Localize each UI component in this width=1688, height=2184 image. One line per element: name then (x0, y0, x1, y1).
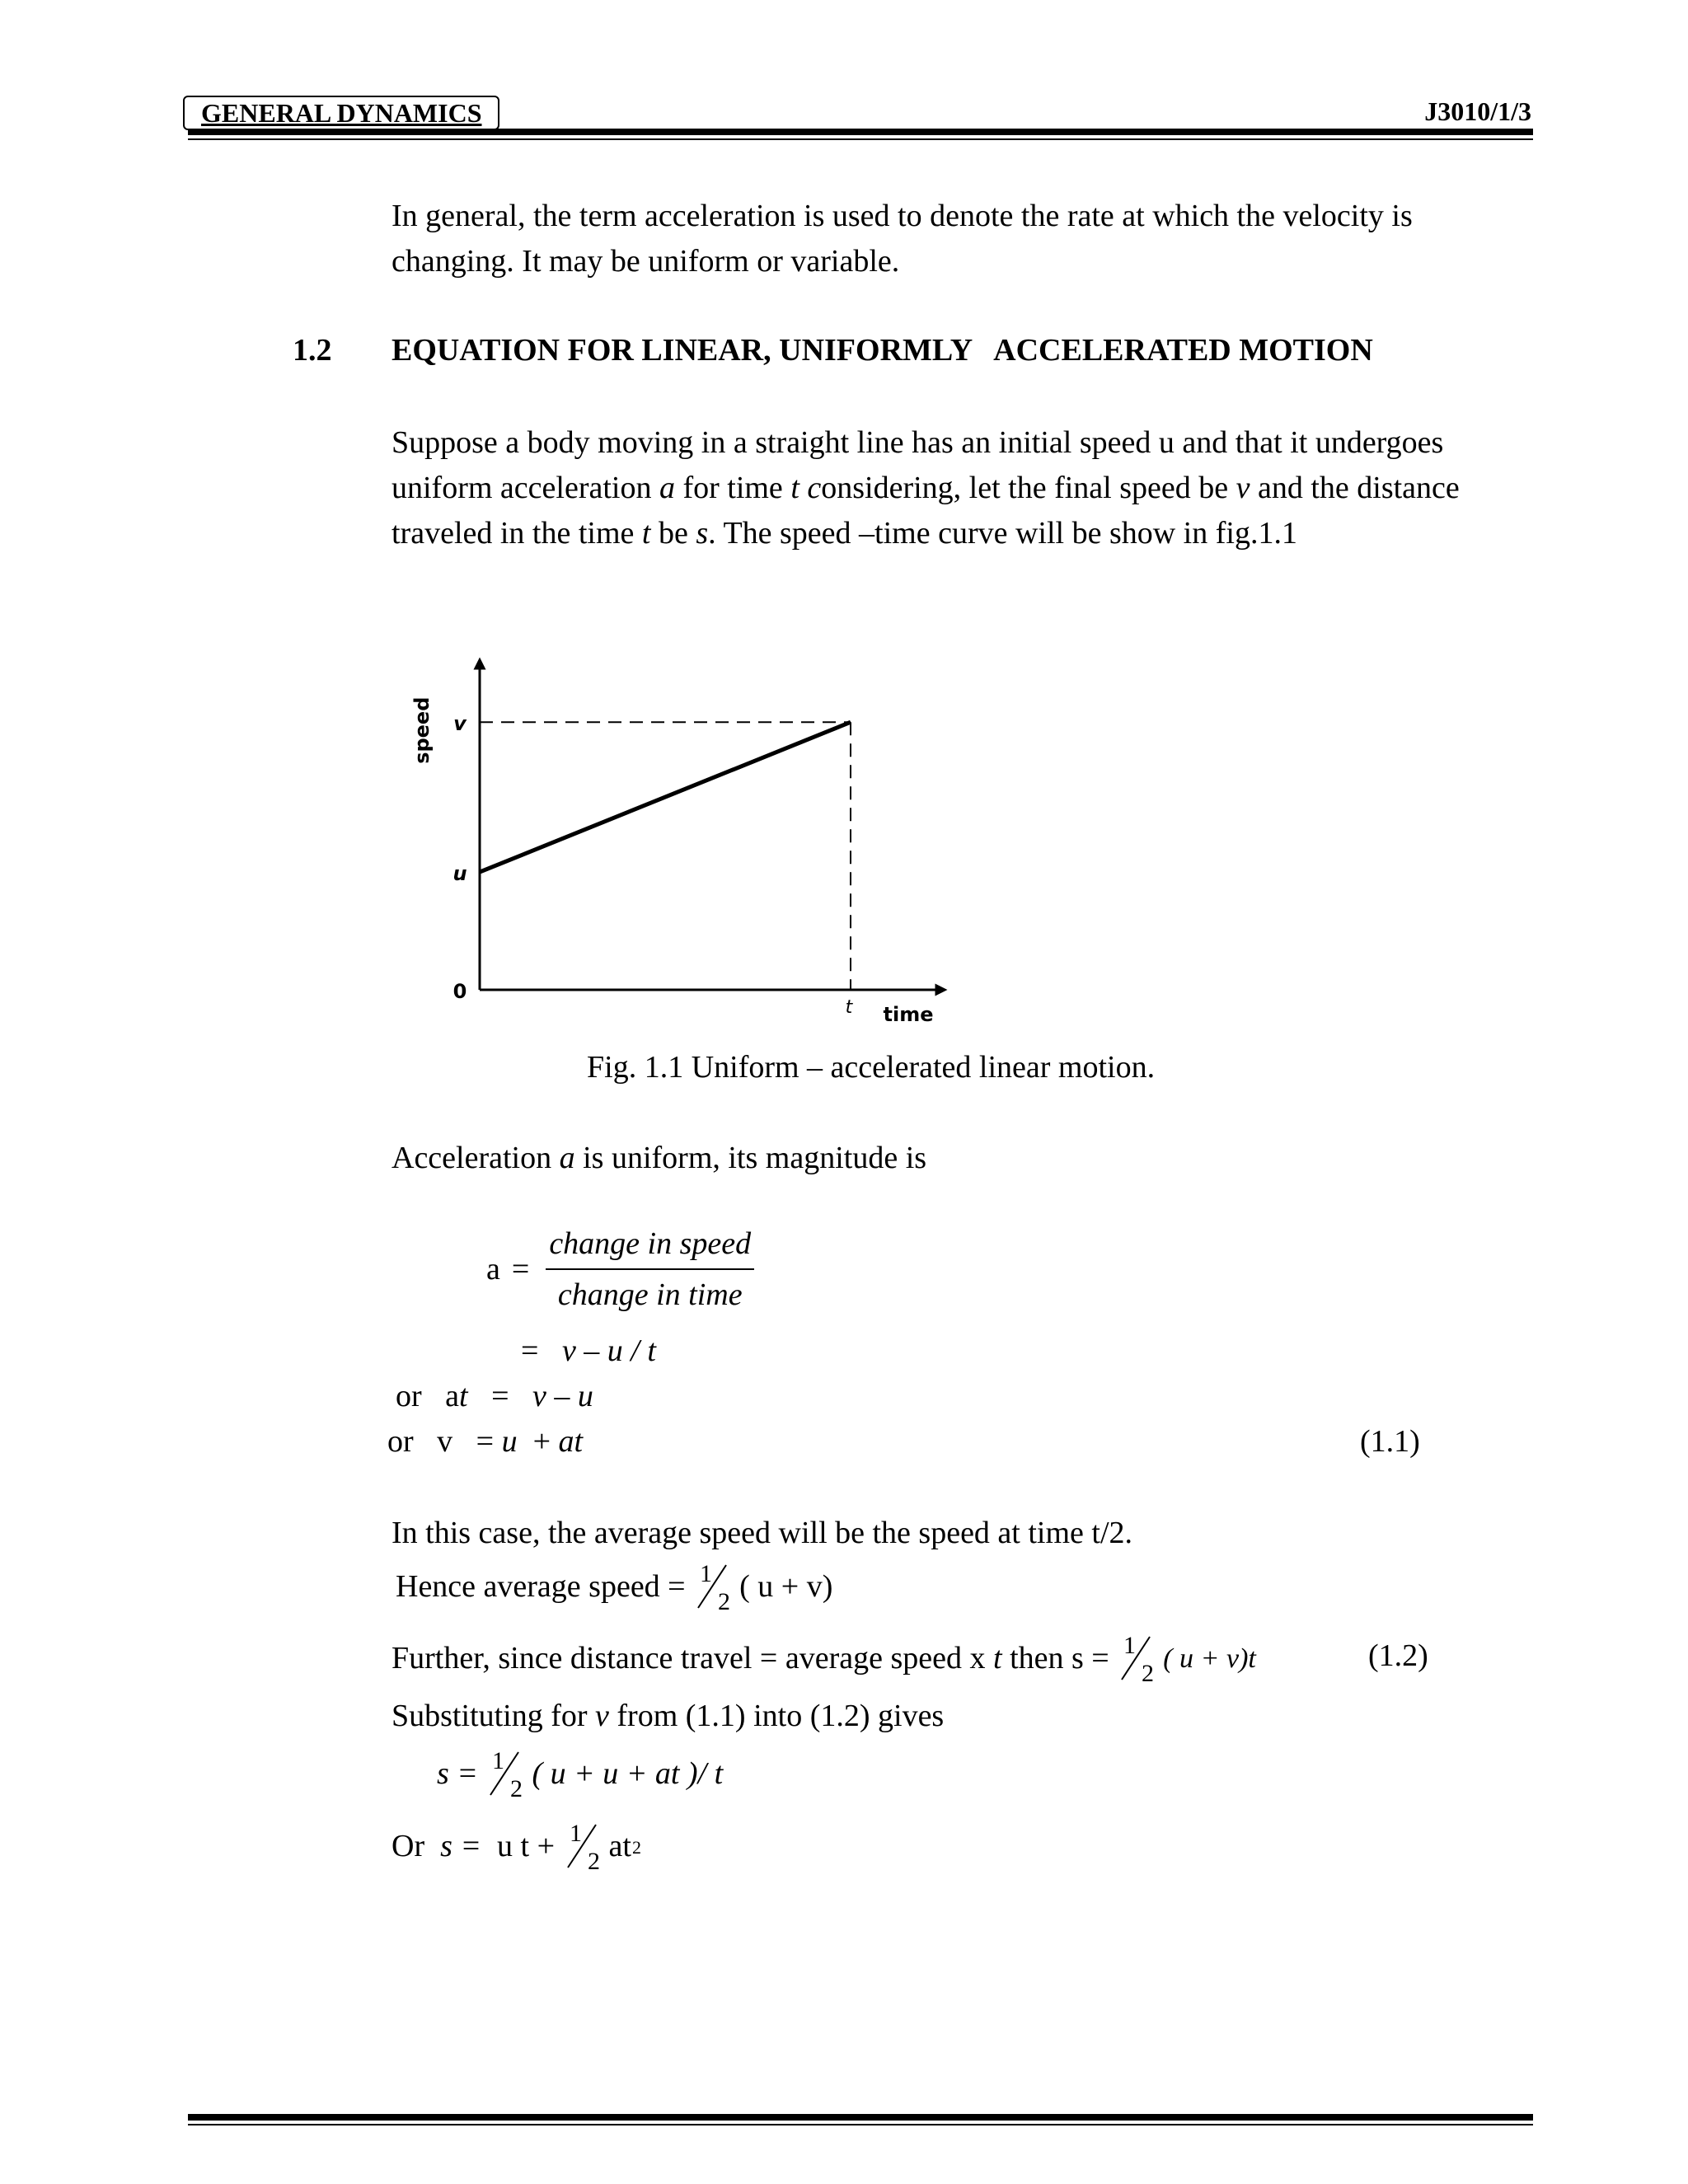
eq-rhs: v – u (532, 1379, 593, 1413)
half-denominator: 2 (718, 1588, 731, 1611)
eq-lhs: v (437, 1424, 453, 1459)
half-numerator: 1 (700, 1562, 713, 1587)
para-text: onsidering, let the final speed be (821, 471, 1236, 505)
acceleration-sentence (392, 1136, 926, 1181)
para-text: and the distance traveled in the time (392, 471, 1460, 551)
eq-lhs: a (445, 1379, 460, 1413)
distance-sentence (392, 1633, 1256, 1683)
eq-rhs: ( u + v)t (1163, 1643, 1256, 1674)
half-denominator: 2 (510, 1775, 523, 1798)
one-half-symbol (1117, 1633, 1163, 1683)
eq-or: or (396, 1379, 422, 1413)
equation-acceleration-definition (486, 1224, 759, 1315)
equation-number-1-2: (1.2) (1368, 1638, 1428, 1673)
half-numerator: 1 (569, 1821, 582, 1847)
header-rule-thick (188, 129, 1533, 135)
symbol-t: t (993, 1640, 1002, 1675)
eq-equals: = (476, 1424, 495, 1459)
symbol-t: t c (790, 471, 822, 505)
intro-paragraph: In general, the term acceleration is used to denote the rate at which the velocity is changing. It may be uniform or variable. (392, 199, 1413, 279)
para-text: Acceleration (392, 1141, 560, 1175)
fraction-denominator: change in time (557, 1277, 743, 1312)
y-tick-label-u: u (452, 862, 467, 886)
y-tick-label-0: 0 (452, 980, 467, 1003)
para-text: Further, since distance travel = average speed x (392, 1640, 993, 1675)
eq-lhs: t (459, 1379, 468, 1413)
para-text: then s = (1001, 1640, 1118, 1675)
symbol-v: v (1236, 471, 1250, 505)
para-text: be (650, 516, 696, 551)
figure-caption: Fig. 1.1 Uniform – accelerated linear motion. (587, 1050, 1156, 1085)
para-text: from (1.1) into (1.2) gives (608, 1699, 945, 1733)
symbol-a: a (659, 471, 675, 505)
header-rule-thin (188, 138, 1533, 140)
eq-equals: = (521, 1333, 539, 1368)
eq-rhs: ( u + u + at )/ t (532, 1755, 724, 1791)
symbol-v: v (595, 1699, 609, 1733)
chart-series (480, 722, 851, 872)
course-title: GENERAL DYNAMICS (201, 98, 482, 128)
footer-rule-thick (188, 2114, 1533, 2121)
equation-line-1 (521, 1329, 656, 1374)
equation-line-2 (396, 1374, 593, 1419)
chart-guides (480, 722, 851, 990)
substitution-sentence (392, 1694, 944, 1739)
eq-equals: = (491, 1379, 509, 1413)
equation-line-3 (387, 1419, 583, 1465)
eq-lhs: s = (440, 1828, 482, 1863)
equation-number-1-1: (1.1) (1360, 1424, 1420, 1459)
symbol-a: a (559, 1141, 575, 1175)
course-title-box (183, 96, 499, 130)
average-speed-equation (396, 1562, 832, 1611)
section-number: 1.2 (293, 333, 332, 368)
motion-paragraph (392, 420, 1537, 556)
section-title: EQUATION FOR LINEAR, UNIFORMLY ACCELERATED MOTION (392, 333, 1373, 368)
para-text: Suppose a body moving in a straight line has an initial speed u and that it undergoes uniform acceleration (392, 425, 1444, 505)
eq-fraction (546, 1224, 754, 1315)
y-tick-label-v: v (453, 712, 467, 736)
eq-plus: + (532, 1424, 551, 1459)
eq-or: or (387, 1424, 414, 1459)
para-text: Substituting for (392, 1699, 596, 1733)
symbol-t: t (641, 516, 651, 551)
eq-rhs: v – u / t (561, 1333, 656, 1368)
half-denominator: 2 (1142, 1660, 1155, 1683)
series-line-0 (480, 722, 851, 872)
average-speed-sentence: In this case, the average speed will be the speed at time t/2. (392, 1516, 1133, 1550)
half-numerator: 1 (492, 1749, 505, 1774)
one-half-symbol (693, 1562, 739, 1611)
eq-at: at (558, 1424, 584, 1459)
para-text: is uniform, its magnitude is (574, 1141, 927, 1175)
chart-labels (410, 697, 933, 1026)
para-text: ( u + v) (739, 1568, 833, 1604)
eq-lhs: a (486, 1252, 500, 1286)
equation-s-1 (437, 1749, 723, 1798)
speed-time-chart (404, 606, 1047, 1034)
chart-axes (480, 663, 941, 990)
eq-equals: = (511, 1252, 530, 1286)
eq-or: Or (392, 1828, 425, 1863)
half-denominator: 2 (587, 1848, 600, 1871)
para-text: . The speed –time curve will be show in fig.1.1 (708, 516, 1297, 551)
document-code: J3010/1/3 (1424, 96, 1531, 126)
eq-lhs: s = (437, 1755, 478, 1791)
eq-ut: u t + (497, 1828, 556, 1863)
one-half-symbol (485, 1749, 532, 1798)
eq-at: at (608, 1828, 631, 1863)
y-axis-label: speed (410, 696, 434, 764)
one-half-symbol (563, 1821, 609, 1871)
fraction-numerator: change in speed (546, 1224, 754, 1270)
x-axis-label: time (883, 1003, 934, 1026)
equation-s-2 (392, 1821, 641, 1871)
exponent: 2 (631, 1837, 641, 1858)
para-text: for time (674, 471, 791, 505)
half-numerator: 1 (1123, 1633, 1137, 1659)
para-text: Hence average speed = (396, 1568, 694, 1604)
symbol-s: s (696, 516, 709, 551)
x-tick-label-t: t (845, 997, 853, 1018)
eq-u: u (501, 1424, 518, 1459)
footer-rule-thin (188, 2124, 1533, 2125)
